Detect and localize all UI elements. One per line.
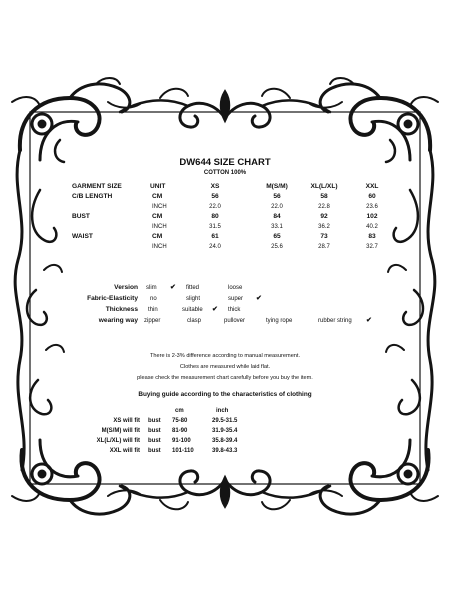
- option-super: super: [228, 296, 244, 302]
- guide-size-label: XS will fit: [113, 418, 140, 424]
- header-m: M(S/M): [266, 183, 288, 190]
- option-suitable: suitable: [182, 307, 203, 313]
- top-center-ornament-icon: [120, 89, 330, 127]
- value-cell: 22.0: [271, 204, 283, 210]
- feature-label-elasticity: Fabric-Elasticity: [87, 295, 138, 302]
- guide-inch-range: 31.9-35.4: [212, 428, 238, 434]
- material-label: COTTON 100%: [203, 170, 247, 176]
- top-left-corner-ornament-icon: [12, 78, 140, 162]
- value-cell: 23.6: [366, 204, 378, 210]
- value-cell: 84: [273, 213, 281, 220]
- value-cell: 83: [368, 233, 376, 240]
- guide-part: bust: [148, 438, 161, 444]
- value-cell: 33.1: [271, 224, 283, 230]
- guide-inch-range: 39.8-43.3: [212, 448, 238, 454]
- guide-part: bust: [148, 448, 161, 454]
- option-thin: thin: [148, 307, 158, 313]
- right-side-vine-ornament-icon: [386, 150, 435, 470]
- guide-inch-range: 29.5-31.5: [212, 418, 238, 424]
- option-no: no: [150, 296, 157, 302]
- option-clasp: clasp: [187, 318, 202, 324]
- feature-label-thickness: Thickness: [105, 306, 138, 313]
- value-cell: 28.7: [318, 244, 330, 250]
- guide-cm-range: 75-80: [172, 418, 188, 424]
- option-rubber-string: rubber string: [318, 318, 352, 324]
- value-cell: 92: [320, 213, 328, 220]
- unit-inch: INCH: [152, 204, 167, 210]
- guide-part: bust: [148, 418, 161, 424]
- checkmark-icon: ✔: [366, 317, 372, 324]
- value-cell: 80: [211, 213, 219, 220]
- option-thick: thick: [228, 307, 241, 313]
- value-cell: 58: [320, 193, 328, 200]
- header-garment-size: GARMENT SIZE: [72, 183, 122, 190]
- guide-size-label: XXL will fit: [109, 448, 140, 454]
- value-cell: 60: [368, 193, 376, 200]
- bottom-right-corner-ornament-icon: [310, 440, 438, 514]
- option-loose: loose: [228, 285, 243, 291]
- unit-cm: CM: [152, 193, 163, 200]
- checkmark-icon: ✔: [170, 284, 176, 291]
- checkmark-icon: ✔: [212, 306, 218, 313]
- header-unit: UNIT: [150, 183, 166, 190]
- checkmark-icon: ✔: [256, 295, 262, 302]
- value-cell: 40.2: [366, 224, 378, 230]
- header-xxl: XXL: [365, 183, 379, 190]
- option-zipper: zipper: [144, 318, 161, 324]
- guide-size-label: XL(L/XL) will fit: [96, 438, 140, 444]
- guide-part: bust: [148, 428, 161, 434]
- guide-header-cm: cm: [175, 408, 184, 414]
- bottom-center-ornament-icon: [120, 471, 330, 509]
- guide-size-label: M(S/M) will fit: [101, 428, 140, 434]
- value-cell: 73: [320, 233, 328, 240]
- row-label-length: C/B LENGTH: [72, 193, 113, 200]
- feature-label-wearing-way: wearing way: [98, 317, 138, 324]
- guide-header-inch: inch: [216, 408, 229, 414]
- value-cell: 36.2: [318, 224, 330, 230]
- feature-label-version: Version: [114, 284, 138, 291]
- unit-inch: INCH: [152, 244, 167, 250]
- guide-cm-range: 81-90: [172, 428, 188, 434]
- value-cell: 102: [366, 213, 378, 220]
- value-cell: 32.7: [366, 244, 378, 250]
- option-pullover: pullover: [224, 318, 246, 324]
- guide-cm-range: 101-110: [172, 448, 194, 454]
- value-cell: 24.0: [209, 244, 221, 250]
- value-cell: 65: [273, 233, 281, 240]
- chart-title: DW644 SIZE CHART: [179, 157, 271, 168]
- header-xl: XL(L/XL): [310, 183, 338, 190]
- header-xs: XS: [210, 183, 220, 190]
- value-cell: 56: [273, 193, 281, 200]
- option-fitted: fitted: [186, 285, 200, 291]
- guide-inch-range: 35.8-39.4: [212, 438, 238, 444]
- value-cell: 22.8: [318, 204, 330, 210]
- guide-cm-range: 91-100: [172, 438, 191, 444]
- value-cell: 31.5: [209, 224, 221, 230]
- unit-inch: INCH: [152, 224, 167, 230]
- unit-cm: CM: [152, 213, 163, 220]
- row-label-bust: BUST: [72, 213, 90, 220]
- note-difference: There is 2-3% difference according to manual measurement.: [149, 353, 301, 359]
- option-slight: slight: [186, 296, 201, 302]
- value-cell: 56: [211, 193, 219, 200]
- value-cell: 25.6: [271, 244, 283, 250]
- top-right-corner-ornament-icon: [310, 78, 438, 162]
- buying-guide-title: Buying guide according to the characteristics of clothing: [138, 391, 312, 398]
- note-check-chart: please check the measurement chart carefully before you buy the item.: [137, 375, 313, 381]
- value-cell: 22.0: [209, 204, 221, 210]
- option-slim: slim: [146, 285, 157, 291]
- unit-cm: CM: [152, 233, 163, 240]
- option-tying-rope: tying rope: [266, 318, 293, 324]
- value-cell: 61: [211, 233, 219, 240]
- row-label-waist: WAIST: [72, 233, 93, 240]
- note-laid-flat: Clothes are measured while laid flat.: [179, 364, 271, 370]
